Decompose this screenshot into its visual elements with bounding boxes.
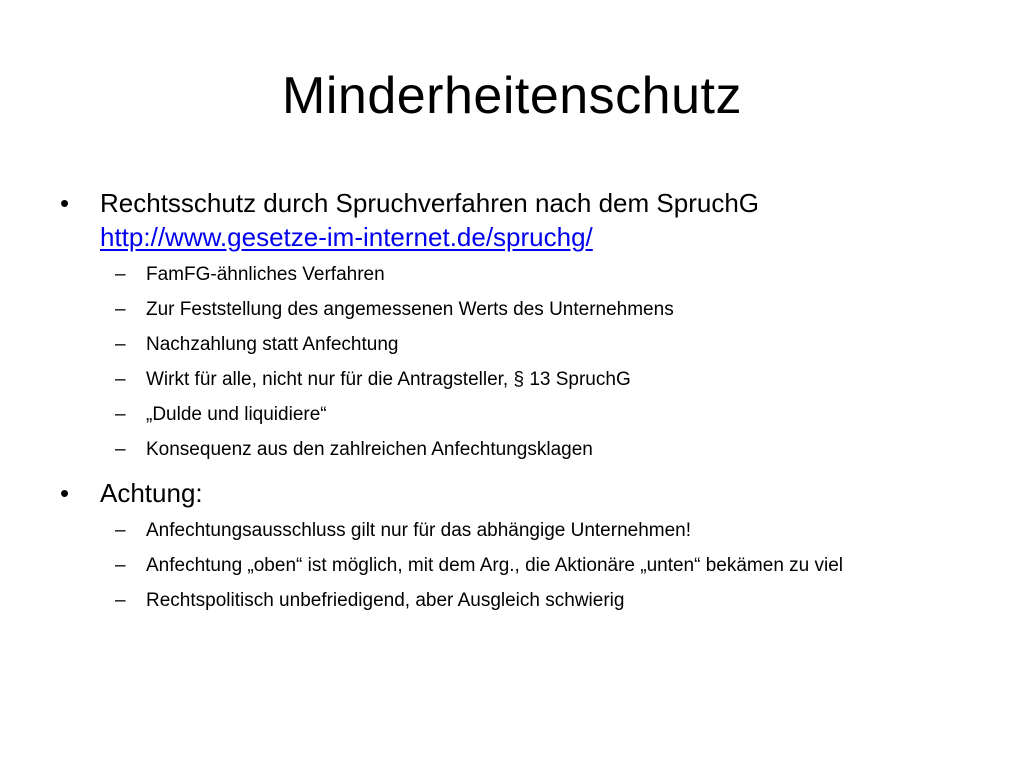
sub-item-text: Zur Feststellung des angemessenen Werts des Unternehmens	[146, 299, 674, 320]
dash-icon: –	[115, 299, 126, 320]
bullet-item-achtung	[60, 476, 980, 510]
sub-item	[60, 553, 980, 578]
bullet-item-rechtsschutz	[60, 186, 980, 254]
sub-item	[60, 402, 980, 427]
dash-icon: –	[115, 334, 126, 355]
sub-item-text: Rechtspolitisch unbefriedigend, aber Ausgleich schwierig	[146, 590, 625, 611]
sub-item	[60, 262, 980, 287]
dash-icon: –	[115, 555, 126, 576]
spruchg-link[interactable]: http://www.gesetze-im-internet.de/spruchg/	[100, 222, 593, 252]
sub-item	[60, 437, 980, 462]
dash-icon: –	[115, 590, 126, 611]
sub-item	[60, 297, 980, 322]
bullet-icon: •	[60, 188, 70, 218]
sub-item	[60, 367, 980, 392]
sub-list-rechtsschutz	[60, 262, 980, 462]
dash-icon: –	[115, 264, 126, 285]
dash-icon: –	[115, 404, 126, 425]
sub-list-achtung	[60, 518, 980, 613]
bullet-text: Rechtsschutz durch Spruchverfahren nach dem SpruchG	[100, 188, 760, 218]
sub-item	[60, 332, 980, 357]
sub-item-text: Konsequenz aus den zahlreichen Anfechtungsklagen	[146, 439, 593, 460]
dash-icon: –	[115, 369, 126, 390]
dash-icon: –	[115, 520, 126, 541]
bullet-text: Achtung:	[100, 478, 203, 508]
bullet-icon: •	[60, 478, 70, 508]
sub-item	[60, 588, 980, 613]
sub-item	[60, 518, 980, 543]
sub-item-text: Nachzahlung statt Anfechtung	[146, 334, 399, 355]
sub-item-text: Anfechtung „oben“ ist möglich, mit dem Arg., die Aktionäre „unten“ bekämen zu viel	[146, 555, 844, 576]
sub-item-text: FamFG-ähnliches Verfahren	[146, 264, 385, 285]
slide-title: Minderheitenschutz	[282, 67, 742, 125]
slide-content	[60, 186, 980, 627]
dash-icon: –	[115, 439, 126, 460]
sub-item-text: „Dulde und liquidiere“	[146, 404, 327, 425]
sub-item-text: Anfechtungsausschluss gilt nur für das abhängige Unternehmen!	[146, 520, 692, 541]
sub-item-text: Wirkt für alle, nicht nur für die Antragsteller, § 13 SpruchG	[146, 369, 631, 390]
